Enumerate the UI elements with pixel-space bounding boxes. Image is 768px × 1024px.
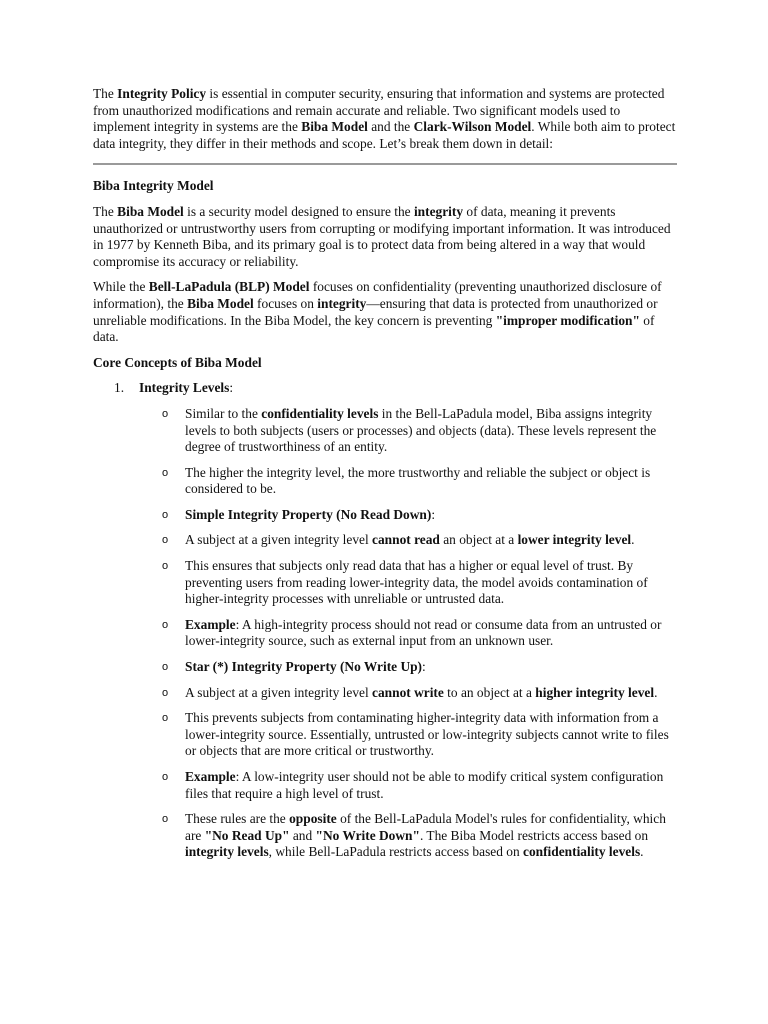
bullet-item <box>93 406 677 456</box>
text-run: . The Biba Model restricts access based on <box>419 827 649 843</box>
section-heading: Biba Integrity Model <box>93 178 214 194</box>
bold-text-run: higher integrity level <box>535 684 655 700</box>
bold-text-run: Biba Model <box>117 203 184 219</box>
text-run: is a security model designed to ensure the <box>183 203 414 219</box>
text-run: This prevents subjects from contaminating higher-integrity data with information from a lower-integrity source. Essentially, untrusted or low-integrity subjects cannot write to files or objects that are more critical or trustworthy. <box>185 710 669 759</box>
paragraph-biba-overview <box>93 204 677 270</box>
text-run: focuses on <box>253 295 318 311</box>
text-run: A subject at a given integrity level <box>185 684 373 700</box>
text-run: , while Bell-LaPadula restricts access based on <box>268 844 524 860</box>
bullet-text <box>185 617 661 649</box>
list-number: 1. <box>114 380 125 396</box>
text-run: an object at a <box>439 532 518 548</box>
text-run: While the <box>93 279 149 295</box>
text-run: The higher the integrity level, the more trustworthy and reliable the subject or object is considered to be. <box>185 464 651 497</box>
bullet-text <box>185 507 435 522</box>
text-run: : A low-integrity user should not be able to modify critical system configuration files that require a high level of trust. <box>185 769 664 801</box>
bullet-list <box>93 406 677 861</box>
text-run: of the Bell-LaPadula Model's rules for confidentiality, which are <box>185 811 666 843</box>
text-run: . <box>640 844 644 860</box>
subsection-heading: Core Concepts of Biba Model <box>93 354 262 370</box>
paragraph-biba-vs-blp <box>93 279 677 345</box>
bullet-marker: o <box>162 508 169 521</box>
text-run: . While both aim to protect data integrity, they differ in their methods and scope. Let’s break them down in detail: <box>93 119 676 151</box>
text-run: is essential in computer security, ensuring that information and systems are protected from unauthorized modifications and remain accurate and reliable. Two significant models used to implement integrity in systems are the <box>93 86 665 135</box>
bullet-item <box>93 659 677 676</box>
text-run: in the Bell-LaPadula model, Biba assigns integrity levels to both subjects (users or processes) and objects (data). These levels represent the degree of trustworthiness of an entity. <box>185 405 657 455</box>
bullet-text <box>185 710 669 758</box>
bullet-text <box>185 465 650 497</box>
bold-text-run: Clark-Wilson Model <box>413 119 532 135</box>
bullet-text <box>185 769 663 801</box>
bullet-item <box>93 617 677 650</box>
bullet-marker: o <box>162 618 169 631</box>
bullet-item <box>93 769 677 802</box>
bullet-marker: o <box>162 813 169 826</box>
bold-text-run: Integrity Policy <box>117 86 207 101</box>
bullet-text <box>185 811 666 859</box>
text-run: A subject at a given integrity level <box>185 532 373 548</box>
bold-text-run: "No Write Down" <box>315 827 420 843</box>
bullet-marker: o <box>162 466 169 479</box>
bold-text-run: Example <box>185 616 236 632</box>
bullet-text <box>185 406 656 454</box>
bold-text-run: Biba Model <box>301 119 368 135</box>
bullet-item <box>93 465 677 498</box>
bold-text-run: integrity levels <box>185 844 269 860</box>
intro-paragraph <box>93 86 677 152</box>
text-run: —ensuring that data is protected from unauthorized or unreliable modifications. In the Biba Model, the key concern is preventing <box>93 295 658 328</box>
bold-text-run: Bell-LaPadula (BLP) Model <box>148 279 310 295</box>
document-content <box>93 86 677 870</box>
text-run: Similar to the <box>185 405 262 421</box>
bullet-item <box>93 558 677 608</box>
text-run: This ensures that subjects only read data that has a higher or equal level of trust. By preventing users from reading lower-integrity data, the model avoids contamination of higher-integrity processes with unreliable or untrusted data. <box>185 558 648 607</box>
text-run: The <box>93 86 118 101</box>
text-run: These rules are the <box>185 811 290 827</box>
bullet-text <box>185 685 657 700</box>
bold-text-run: Example <box>185 769 236 784</box>
bullet-marker: o <box>162 771 169 783</box>
bullet-item <box>93 532 677 549</box>
bold-text-run: lower integrity level <box>517 532 632 548</box>
bold-text-run: Integrity Levels <box>139 380 230 396</box>
list-item-text <box>139 380 233 395</box>
bold-text-run: cannot write <box>372 684 444 700</box>
bullet-marker: o <box>162 686 169 699</box>
bold-text-run: Biba Model <box>187 295 254 311</box>
numbered-list-item <box>93 380 677 397</box>
text-run: of data, meaning it prevents unauthorized or untrustworthy users from corrupting or modifying important information. It was introduced in 1977 by Kenneth Biba, and its primary goal is to protect data from being altered in a way that would compromise its accuracy or reliability. <box>93 203 671 269</box>
text-run: . <box>631 532 635 548</box>
text-run: to an object at a <box>443 684 536 700</box>
bold-text-run: confidentiality levels <box>261 405 379 421</box>
bullet-item <box>93 507 677 524</box>
bold-text-run: "improper modification" <box>495 312 640 328</box>
text-run: of data. <box>93 312 655 345</box>
bold-text-run: opposite <box>289 811 337 827</box>
bullet-marker: o <box>162 712 169 725</box>
text-run: focuses on confidentiality (preventing unauthorized disclosure of information), the <box>93 279 662 311</box>
bold-text-run: integrity <box>413 203 464 219</box>
text-run: : <box>422 659 426 675</box>
bold-text-run: Simple Integrity Property (No Read Down) <box>185 506 432 522</box>
numbered-list <box>93 380 677 397</box>
text-run: The <box>93 203 118 219</box>
bullet-item <box>93 710 677 760</box>
text-run: : A high-integrity process should not read or consume data from an untrusted or lower-integrity source, such as external input from an unknown user. <box>185 616 662 649</box>
bullet-marker: o <box>162 534 169 547</box>
bold-text-run: cannot read <box>372 532 440 548</box>
bullet-text <box>185 532 634 547</box>
text-run: . <box>654 684 658 700</box>
text-run: : <box>229 380 234 396</box>
text-run: and <box>289 827 316 843</box>
text-run: : <box>431 506 436 522</box>
bold-text-run: integrity <box>317 295 367 311</box>
bold-text-run: Star (*) Integrity Property (No Write Up) <box>185 659 423 675</box>
bullet-marker: o <box>162 560 169 573</box>
bullet-text <box>185 558 648 606</box>
horizontal-rule <box>93 163 677 165</box>
bold-text-run: "No Read Up" <box>204 827 290 843</box>
bullet-marker: o <box>162 661 169 674</box>
bullet-marker: o <box>162 407 169 420</box>
bullet-item <box>93 811 677 861</box>
text-run: and the <box>367 119 414 135</box>
bullet-text <box>185 659 426 674</box>
bullet-item <box>93 685 677 702</box>
bold-text-run: confidentiality levels <box>523 844 641 860</box>
